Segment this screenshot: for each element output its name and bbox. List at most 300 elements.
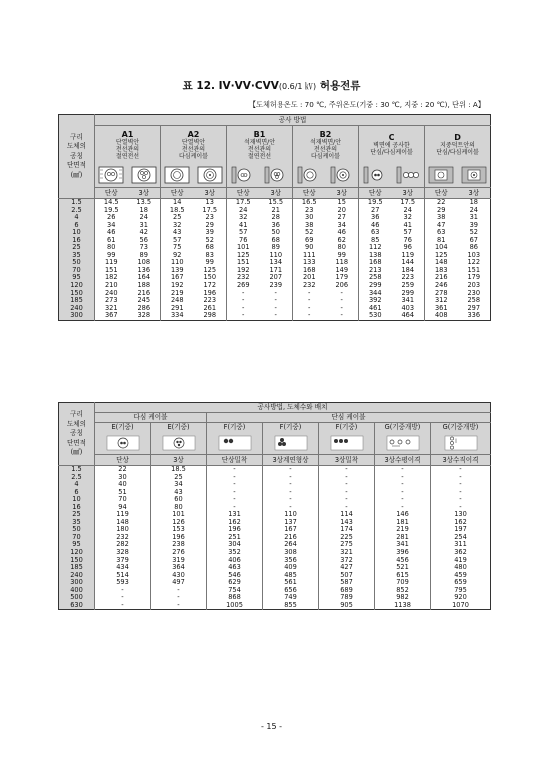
ampacity-cell: 112 — [359, 244, 392, 252]
ampacity-cell: 118 — [335, 259, 349, 267]
ampacity-cell: 709 — [375, 579, 431, 587]
t1-method-a1 — [95, 126, 161, 164]
ampacity-cell: - — [274, 312, 277, 320]
phase-label: 3상밀착 — [319, 455, 375, 466]
ampacity-cell: 43 — [161, 229, 194, 237]
table-row — [59, 237, 491, 245]
install-diagram-icon — [227, 164, 260, 188]
cross-section-cell: 1.5 — [59, 466, 95, 474]
ampacity-cell: 219 — [161, 290, 194, 298]
ampacity-cell: 485 — [263, 572, 319, 580]
ampacity-cell: 299 — [401, 289, 415, 297]
method-desc: 단열벽안 전선관의 다심케이블 — [179, 138, 208, 160]
table-row — [59, 297, 491, 305]
install-diagram-icon — [293, 164, 326, 188]
t2-hdr-line: 구리 — [70, 410, 83, 419]
ampacity-cell: 181 — [375, 519, 431, 527]
ampacity-cell: 297 — [467, 304, 481, 312]
cross-section-cell: 300 — [59, 579, 95, 587]
phase-label: 단상 — [161, 188, 194, 199]
ampacity-cell: 14 — [161, 199, 194, 207]
cross-section-cell: 4 — [59, 481, 95, 489]
ampacity-cell: 67 — [469, 236, 478, 244]
ampacity-cell: 168 — [293, 267, 326, 275]
ampacity-cell: 336 — [467, 312, 481, 320]
t1-method-d — [425, 126, 491, 164]
ampacity-cell: - — [207, 496, 263, 504]
method-desc: 지중덕트안의 단심/다심케이블 — [436, 142, 479, 157]
ampacity-cell: 68 — [271, 236, 280, 244]
ampacity-cell: 197 — [431, 526, 491, 534]
ampacity-cell: 210 — [95, 282, 128, 290]
ampacity-cell: - — [263, 496, 319, 504]
cross-section-cell: 400 — [59, 587, 95, 595]
ampacity-cell: 321 — [319, 549, 375, 557]
install-diagram-icon — [425, 164, 458, 188]
t1-method-a2 — [161, 126, 227, 164]
ampacity-cell: 151 — [95, 267, 128, 275]
ampacity-cell: 396 — [375, 549, 431, 557]
table-row — [59, 579, 491, 587]
ampacity-cell: 1138 — [375, 602, 431, 610]
ampacity-cell: 99 — [337, 251, 346, 259]
phase-label: 3상수직이격 — [431, 455, 491, 466]
ampacity-cell: 183 — [425, 267, 458, 275]
ampacity-cell: - — [227, 290, 260, 298]
title-tail: 허용전류 — [316, 80, 361, 92]
ampacity-cell: 216 — [137, 289, 151, 297]
ampacity-cell: 110 — [269, 251, 283, 259]
ampacity-cell: 192 — [227, 267, 260, 275]
ampacity-cell: 379 — [95, 557, 151, 565]
ampacity-cell: 25 — [161, 214, 194, 222]
method-desc: 석재벽면/안 전선관의 절연전선 — [243, 138, 275, 160]
ampacity-cell: 30 — [95, 474, 151, 482]
cross-section-cell: 6 — [59, 489, 95, 497]
table-row — [59, 222, 491, 230]
ampacity-cell: 456 — [375, 557, 431, 565]
ampacity-cell: - — [207, 489, 263, 497]
cross-section-cell: 150 — [59, 557, 95, 565]
ampacity-cell: 50 — [271, 229, 280, 237]
ampacity-cell: 196 — [207, 526, 263, 534]
ampacity-cell: 34 — [337, 221, 346, 229]
ampacity-cell: 32 — [161, 222, 194, 230]
t1-hdr-line: 도체의 — [66, 142, 87, 151]
ampacity-cell: 122 — [467, 259, 481, 267]
ampacity-cell: 125 — [227, 252, 260, 260]
page-title — [0, 78, 543, 93]
ampacity-cell: 139 — [161, 267, 194, 275]
ampacity-cell: - — [319, 504, 375, 512]
cross-section-cell: 240 — [59, 572, 95, 580]
ampacity-cell: 19.5 — [95, 207, 128, 215]
ampacity-cell: - — [95, 602, 151, 610]
ampacity-cell: 321 — [95, 305, 128, 313]
ampacity-cell: 76 — [227, 237, 260, 245]
ampacity-cell: 328 — [137, 312, 151, 320]
ampacity-cell: 521 — [375, 564, 431, 572]
ampacity-cell: 238 — [151, 541, 207, 549]
ampacity-cell: 868 — [207, 594, 263, 602]
ampacity-cell: 356 — [263, 557, 319, 565]
ampacity-cell: 108 — [137, 259, 151, 267]
table-row — [59, 504, 491, 512]
ampacity-cell: 149 — [335, 266, 349, 274]
table-row — [59, 229, 491, 237]
ampacity-cell: 36 — [271, 221, 280, 229]
table-row — [59, 305, 491, 313]
ampacity-cell: 162 — [431, 519, 491, 527]
ampacity-cell: 795 — [431, 587, 491, 595]
cross-section-cell: 120 — [59, 549, 95, 557]
ampacity-cell: 659 — [431, 579, 491, 587]
ampacity-cell: 561 — [263, 579, 319, 587]
ampacity-cell: 434 — [95, 564, 151, 572]
ampacity-cell: - — [95, 587, 151, 595]
ampacity-cell: - — [293, 305, 326, 313]
cross-section-cell: 300 — [59, 312, 95, 320]
ampacity-cell: 61 — [95, 237, 128, 245]
phase-label: 단상 — [359, 188, 392, 199]
ampacity-cell: 361 — [425, 305, 458, 313]
install-diagram-icon — [260, 164, 293, 188]
ampacity-cell: - — [431, 466, 491, 474]
ampacity-cell: 430 — [151, 572, 207, 580]
ampacity-cell: 223 — [401, 274, 415, 282]
cross-section-cell: 120 — [59, 282, 95, 290]
t2-method-label: E(기중) — [95, 423, 151, 433]
cable-arrangement-icon — [207, 433, 263, 455]
phase-label: 3상 — [260, 188, 293, 199]
ampacity-cell: 26 — [95, 214, 128, 222]
table-row — [59, 541, 491, 549]
ampacity-cell: 248 — [161, 297, 194, 305]
ampacity-cell: 232 — [227, 274, 260, 282]
ampacity-cell: - — [227, 297, 260, 305]
ampacity-cell: 17.5 — [400, 198, 416, 206]
ampacity-cell: 286 — [137, 304, 151, 312]
ampacity-cell: 153 — [151, 526, 207, 534]
ampacity-cell: 101 — [151, 511, 207, 519]
ampacity-cell: 269 — [227, 282, 260, 290]
cross-section-cell: 10 — [59, 229, 95, 237]
ampacity-cell: - — [293, 290, 326, 298]
ampacity-cell: 16.5 — [293, 199, 326, 207]
ampacity-cell: 273 — [95, 297, 128, 305]
phase-label: 단상 — [293, 188, 326, 199]
ampacity-cell: 57 — [227, 229, 260, 237]
phase-label: 3상 — [458, 188, 491, 199]
ampacity-cell: 103 — [467, 251, 481, 259]
cross-section-cell: 35 — [59, 252, 95, 260]
ampacity-cell: 461 — [359, 305, 392, 313]
table-row — [59, 282, 491, 290]
cross-section-cell: 95 — [59, 541, 95, 549]
cable-arrangement-icon — [319, 433, 375, 455]
ampacity-cell: 311 — [431, 541, 491, 549]
ampacity-cell: 196 — [203, 289, 217, 297]
ampacity-cell: - — [431, 481, 491, 489]
page-number: - 15 - — [260, 722, 283, 731]
t1-method-b1 — [227, 126, 293, 164]
ampacity-cell: 126 — [151, 519, 207, 527]
t1-method-header: 공사 방법 — [95, 115, 491, 126]
ampacity-cell: 73 — [139, 244, 148, 252]
t2-hdr-line: 도체의 — [66, 419, 87, 428]
ampacity-cell: - — [375, 504, 431, 512]
ampacity-cell: 43 — [151, 489, 207, 497]
table-row — [59, 290, 491, 298]
ampacity-cell: 207 — [269, 274, 283, 282]
ampacity-cell: 38 — [425, 214, 458, 222]
ampacity-cell: - — [227, 312, 260, 320]
ampacity-cell: 251 — [207, 534, 263, 542]
ampacity-cell: 245 — [137, 297, 151, 305]
method-desc: 석재벽면/안 전선관의 다심케이블 — [309, 138, 341, 160]
ampacity-cell: 275 — [319, 541, 375, 549]
ampacity-cell: 162 — [207, 519, 263, 527]
cross-section-cell: 4 — [59, 214, 95, 222]
ampacity-cell: 419 — [431, 557, 491, 565]
ampacity-cell: 216 — [263, 534, 319, 542]
ampacity-cell: 171 — [269, 266, 283, 274]
ampacity-cell: 406 — [207, 557, 263, 565]
ampacity-cell: 125 — [425, 252, 458, 260]
ampacity-cell: 179 — [335, 274, 349, 282]
ampacity-cell: 192 — [161, 282, 194, 290]
ampacity-cell: - — [340, 297, 343, 305]
t1-hdr-line: 단면적 — [66, 161, 87, 170]
ampacity-cell: 143 — [319, 519, 375, 527]
ampacity-cell: 789 — [319, 594, 375, 602]
ampacity-cell: 15 — [337, 198, 346, 206]
ampacity-cell: - — [431, 474, 491, 482]
ampacity-cell: 982 — [375, 594, 431, 602]
ampacity-cell: 86 — [469, 244, 478, 252]
ampacity-cell: 24 — [469, 206, 478, 214]
cable-arrangement-icon — [95, 433, 151, 455]
ampacity-cell: - — [263, 489, 319, 497]
ampacity-cell: - — [319, 481, 375, 489]
ampacity-cell: 278 — [425, 290, 458, 298]
ampacity-cell: 174 — [319, 526, 375, 534]
table-row — [59, 489, 491, 497]
phase-label: 3상 — [392, 188, 425, 199]
cable-arrangement-icon — [431, 433, 491, 455]
ampacity-cell: 104 — [425, 244, 458, 252]
ampacity-cell: 216 — [425, 274, 458, 282]
ampacity-cell: - — [95, 594, 151, 602]
phase-label: 3상 — [326, 188, 359, 199]
cross-section-cell: 16 — [59, 504, 95, 512]
ampacity-cell: - — [263, 466, 319, 474]
ampacity-cell: 615 — [375, 572, 431, 580]
ampacity-cell: 261 — [203, 304, 217, 312]
ampacity-cell: - — [274, 289, 277, 297]
ampacity-cell: 51 — [95, 489, 151, 497]
phase-label: 3상계연형상 — [263, 455, 319, 466]
ampacity-cell: 138 — [359, 252, 392, 260]
ampacity-cell: 62 — [337, 236, 346, 244]
ampacity-cell: 196 — [151, 534, 207, 542]
table-row — [59, 526, 491, 534]
ampacity-cell: 240 — [95, 290, 128, 298]
ampacity-cell: 150 — [203, 274, 217, 282]
method-code: A1 — [121, 129, 134, 139]
ampacity-cell: 31 — [469, 214, 478, 222]
t1-body — [59, 199, 491, 321]
table-row — [59, 207, 491, 215]
ampacity-cell: 32 — [403, 214, 412, 222]
ampacity-cell: - — [293, 297, 326, 305]
ampacity-cell: 754 — [207, 587, 263, 595]
ampacity-cell: 403 — [401, 304, 415, 312]
ampacity-cell: 364 — [151, 564, 207, 572]
ampacity-cell: 110 — [161, 259, 194, 267]
ampacity-cell: 46 — [95, 229, 128, 237]
ampacity-cell: 1005 — [207, 602, 263, 610]
ampacity-cell: 27 — [337, 214, 346, 222]
ampacity-cell: 319 — [151, 557, 207, 565]
ampacity-cell: 34 — [95, 222, 128, 230]
ampacity-cell: 299 — [359, 282, 392, 290]
ampacity-cell: - — [319, 474, 375, 482]
table-row — [59, 594, 491, 602]
ampacity-cell: - — [151, 587, 207, 595]
ampacity-cell: 40 — [95, 481, 151, 489]
ampacity-cell: 206 — [335, 282, 349, 290]
ampacity-cell: 27 — [359, 207, 392, 215]
ampacity-cell: 18.5 — [151, 466, 207, 474]
ampacity-cell: - — [319, 496, 375, 504]
phase-label: 3상 — [151, 455, 207, 466]
ampacity-cell: 223 — [203, 297, 217, 305]
ampacity-cell: 42 — [139, 229, 148, 237]
title-sub: (0.6/1 ㎸) — [278, 82, 317, 91]
ampacity-cell: - — [375, 496, 431, 504]
ampacity-cell: 34 — [151, 481, 207, 489]
method-code: A2 — [187, 129, 200, 139]
ampacity-cell: 179 — [467, 274, 481, 282]
ampacity-cell: - — [274, 304, 277, 312]
ampacity-cell: 18 — [139, 206, 148, 214]
ampacity-cell: 232 — [293, 282, 326, 290]
ampacity-cell: 80 — [337, 244, 346, 252]
ampacity-cell: - — [293, 312, 326, 320]
ampacity-cell: 111 — [293, 252, 326, 260]
ampacity-cell: 246 — [425, 282, 458, 290]
ampacity-cell: 151 — [467, 266, 481, 274]
t1-left-header — [59, 115, 95, 199]
ampacity-cell: 131 — [207, 511, 263, 519]
ampacity-cell: 28 — [271, 214, 280, 222]
ampacity-cell: 629 — [207, 579, 263, 587]
ampacity-cell: 46 — [359, 222, 392, 230]
table-row — [59, 534, 491, 542]
ampacity-cell: 282 — [95, 541, 151, 549]
ampacity-cell: 96 — [403, 244, 412, 252]
ampacity-cell: - — [431, 496, 491, 504]
ampacity-cell: 239 — [269, 282, 283, 290]
ampacity-cell: 136 — [137, 266, 151, 274]
ampacity-cell: 180 — [95, 526, 151, 534]
ampacity-cell: - — [207, 466, 263, 474]
ampacity-cell: 22 — [95, 466, 151, 474]
cross-section-cell: 50 — [59, 526, 95, 534]
ampacity-cell: 392 — [359, 297, 392, 305]
t2-hdr-line: 공칭 — [70, 429, 83, 438]
ampacity-cell: - — [340, 289, 343, 297]
cross-section-cell: 2.5 — [59, 474, 95, 482]
ampacity-cell: 68 — [205, 244, 214, 252]
table-row — [59, 564, 491, 572]
ampacity-cell: 148 — [95, 519, 151, 527]
ampacity-cell: 56 — [139, 236, 148, 244]
ampacity-cell: 70 — [95, 496, 151, 504]
ampacity-cell: 31 — [139, 221, 148, 229]
ampacity-cell: 304 — [207, 541, 263, 549]
install-diagram-icon — [392, 164, 425, 188]
ampacity-cell: 60 — [151, 496, 207, 504]
ampacity-cell: 85 — [359, 237, 392, 245]
cross-section-cell: 70 — [59, 534, 95, 542]
ampacity-cell: 352 — [207, 549, 263, 557]
cable-arrangement-icon — [151, 433, 207, 455]
t1-method-b2 — [293, 126, 359, 164]
ampacity-cell: - — [263, 474, 319, 482]
ampacity-cell: - — [263, 504, 319, 512]
install-diagram-icon — [128, 164, 161, 188]
ampacity-cell: 52 — [293, 229, 326, 237]
cross-section-cell: 185 — [59, 564, 95, 572]
t2-hdr-line: 단면적 — [66, 438, 87, 447]
ampacity-cell: 21 — [271, 206, 280, 214]
cross-section-cell: 70 — [59, 267, 95, 275]
cross-section-cell: 95 — [59, 274, 95, 282]
ampacity-cell: - — [375, 489, 431, 497]
ampacity-cell: 230 — [467, 289, 481, 297]
table-row — [59, 481, 491, 489]
ampacity-cell: 80 — [95, 244, 128, 252]
ampacity-cell: 110 — [263, 511, 319, 519]
title-main: 표 12. IV·VV·CVV — [182, 80, 279, 92]
phase-label: 단상밀착 — [207, 455, 263, 466]
t2-group-single: 단심 케이블 — [207, 413, 491, 423]
ampacity-cell: 459 — [431, 572, 491, 580]
ampacity-cell: 14.5 — [95, 199, 128, 207]
ampacity-cell: 38 — [293, 222, 326, 230]
ampacity-cell: 94 — [95, 504, 151, 512]
ampacity-cell: 367 — [95, 312, 128, 320]
ampacity-cell: - — [375, 466, 431, 474]
ampacity-cell: 464 — [401, 312, 415, 320]
t1-method-c — [359, 126, 425, 164]
ampacity-cell: 75 — [161, 244, 194, 252]
ampacity-cell: 90 — [293, 244, 326, 252]
ampacity-cell: 89 — [271, 244, 280, 252]
t2-method-label: E(기중) — [151, 423, 207, 433]
ampacity-cell: 689 — [319, 587, 375, 595]
ampacity-cell: - — [151, 594, 207, 602]
ampacity-cell: - — [207, 481, 263, 489]
ampacity-cell: 41 — [403, 221, 412, 229]
table-row — [59, 519, 491, 527]
ampacity-cell: 258 — [467, 297, 481, 305]
t1-hdr-line: (㎟) — [70, 170, 83, 179]
cross-section-cell: 1.5 — [59, 199, 95, 207]
ampacity-cell: 46 — [337, 229, 346, 237]
